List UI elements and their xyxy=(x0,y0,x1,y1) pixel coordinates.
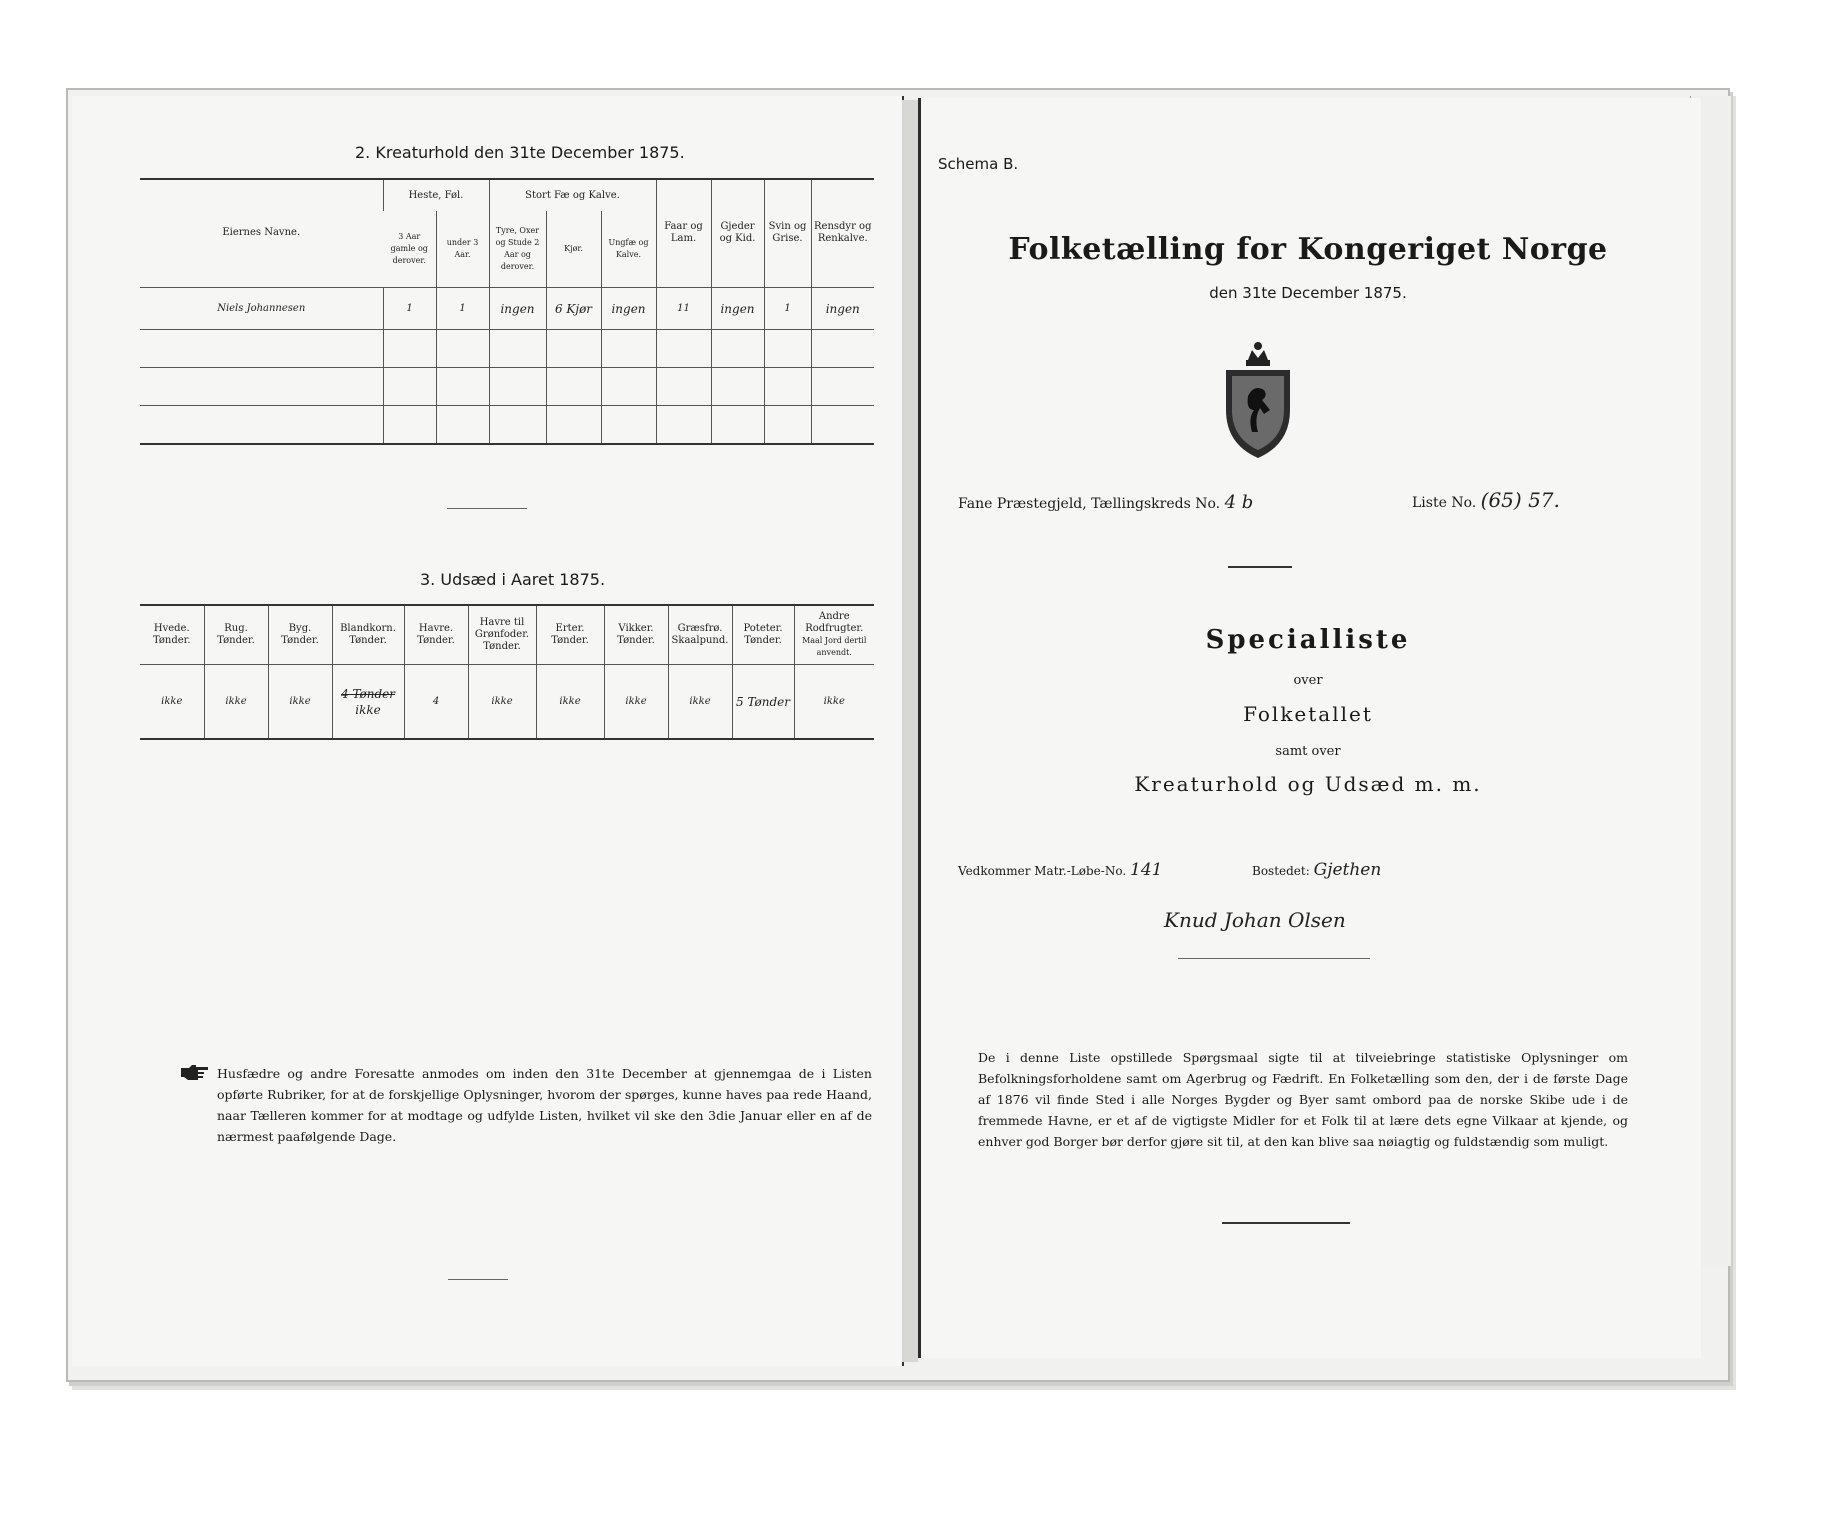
rodfrugter-cell: ikke xyxy=(794,665,874,738)
matr-value: 141 xyxy=(1130,860,1163,880)
stort-c-cell: ingen xyxy=(601,287,656,330)
col-stort-header: Stort Fæ og Kalve. xyxy=(489,180,656,211)
vikker-cell: ikke xyxy=(604,665,668,738)
rug-cell: ikke xyxy=(204,665,268,738)
instructions-notice: Husfædre og andre Foresatte anmodes om inden den 31te December at gjennemgaa de i Listen opførte Rubriker, for at de forskjellige Oplysninger, hvorom der spørges, kunne haves paa rede Haand, naar Tælleren kommer for at modtage og udfylde Listen, hvilket vil ske den 3die Januar eller en af de nærmest paafølgende Dage. xyxy=(217,1066,872,1144)
col-heste-a: 3 Aar gamle og derover. xyxy=(383,211,436,287)
divider xyxy=(447,508,527,509)
footer-explanation: De i denne Liste opstillede Spørgsmaal sigte til at tilveiebringe statistiske Oplysninger om Befolkningsforholdene samt om Agerbrug og Fædrift. En Folketælling som den, der i de første Dage af 1876 vil finde Sted i alle Norges Bygder og Byer samt ombord paa de norske Skibe ude i de fremmede Havne, er et af de vigtigste Midler for et Folk til at lære dets egne Vilkaar at kjende, og enhver god Borger bør derfor gjøre sit til, at den kan blive saa nøiagtig og fuldstændig som muligt. xyxy=(978,1050,1628,1149)
col-hvede: Hvede. Tønder. xyxy=(152,623,191,647)
heste-a-cell: 1 xyxy=(383,287,436,330)
poteter-cell: 5 Tønder xyxy=(732,665,794,738)
prestegjeld-label: Fane Præstegjeld, xyxy=(958,496,1087,512)
livestock-table xyxy=(140,180,874,444)
census-title: Folketælling for Kongeriget Norge xyxy=(1008,232,1608,267)
col-rodfrugter: Andre Rodfrugter. Maal Jord dertil anvendt. xyxy=(794,606,874,665)
col-stort-b: Kjør. xyxy=(546,211,601,287)
havre-gronfoder-cell: ikke xyxy=(468,665,536,738)
faar-cell: 11 xyxy=(656,287,711,330)
specialliste-heading: Specialliste xyxy=(1205,625,1411,655)
col-havre: Havre. Tønder. xyxy=(404,606,468,665)
section-3-title: 3. Udsæd i Aaret 1875. xyxy=(420,570,606,589)
col-havre-gronfoder: Havre til Grønfoder. Tønder. xyxy=(468,606,536,665)
owner-cell: Niels Johannesen xyxy=(140,287,383,330)
col-heste-header: Heste, Føl. xyxy=(383,180,489,211)
col-stort-c: Ungfæ og Kalve. xyxy=(601,211,656,287)
matr-label: Vedkommer Matr.-Løbe-No. xyxy=(958,864,1127,878)
col-vikker: Vikker. Tønder. xyxy=(604,606,668,665)
col-byg: Byg. Tønder. xyxy=(268,606,332,665)
divider xyxy=(1228,566,1292,568)
col-owner-header: Eiernes Navne. xyxy=(140,180,383,287)
sowing-table xyxy=(140,606,874,738)
hvede-cell: ikke xyxy=(161,695,183,707)
liste-value: (65) 57. xyxy=(1480,488,1560,512)
divider xyxy=(448,1279,508,1280)
folketallet-heading: Folketallet xyxy=(1243,702,1373,726)
kreaturhold-heading: Kreaturhold og Udsæd m. m. xyxy=(1134,772,1482,796)
gjeder-cell: ingen xyxy=(711,287,764,330)
col-stort-a: Tyre, Oxer og Stude 2 Aar og derover. xyxy=(489,211,546,287)
erter-cell: ikke xyxy=(536,665,604,738)
pointing-hand-icon xyxy=(180,1062,210,1082)
liste-line xyxy=(1412,488,1560,512)
struck-entry: 4 Tønder xyxy=(341,686,395,701)
col-rug: Rug. Tønder. xyxy=(204,606,268,665)
stort-b-cell: 6 Kjør xyxy=(546,287,601,330)
section-2-bottom-rule xyxy=(140,443,874,445)
blandkorn-cell: 4 Tønder ikke xyxy=(332,665,404,738)
byg-cell: ikke xyxy=(268,665,332,738)
graesfro-cell: ikke xyxy=(668,665,732,738)
havre-cell: 4 xyxy=(404,665,468,738)
liste-label: Liste No. xyxy=(1412,495,1477,511)
svin-cell: 1 xyxy=(764,287,811,330)
rensdyr-cell: ingen xyxy=(811,287,874,330)
col-erter: Erter. Tønder. xyxy=(536,606,604,665)
bostedet-value: Gjethen xyxy=(1313,860,1382,880)
col-gjeder-header: Gjeder og Kid. xyxy=(711,180,764,287)
book-spine xyxy=(902,100,918,1362)
col-poteter: Poteter. Tønder. xyxy=(732,606,794,665)
heste-b-cell: 1 xyxy=(436,287,489,330)
matr-line xyxy=(958,860,1162,880)
coat-of-arms-icon xyxy=(1222,340,1294,460)
bostedet-label: Bostedet: xyxy=(1252,864,1310,878)
col-blandkorn: Blandkorn. Tønder. xyxy=(332,606,404,665)
table-row xyxy=(140,287,874,330)
col-faar-header: Faar og Lam. xyxy=(656,180,711,287)
kreds-label: Tællingskreds No. xyxy=(1091,496,1221,512)
schema-label: Schema B. xyxy=(938,155,1019,173)
col-graesfro: Græsfrø. Skaalpund. xyxy=(668,606,732,665)
section-3-bottom-rule xyxy=(140,738,874,740)
census-date: den 31te December 1875. xyxy=(1209,284,1407,302)
bostedet-line xyxy=(1252,860,1381,880)
signature-rule xyxy=(1178,958,1370,959)
signature: Knud Johan Olsen xyxy=(1164,908,1346,932)
over-label: over xyxy=(1293,673,1323,688)
col-rensdyr-header: Rensdyr og Renkalve. xyxy=(811,180,874,287)
col-heste-b: under 3 Aar. xyxy=(436,211,489,287)
table-row xyxy=(140,665,874,738)
divider xyxy=(1222,1222,1350,1224)
prestegjeld-line xyxy=(958,492,1253,513)
section-2-title: 2. Kreaturhold den 31te December 1875. xyxy=(355,143,685,162)
col-svin-header: Svin og Grise. xyxy=(764,180,811,287)
stort-a-cell: ingen xyxy=(489,287,546,330)
kreds-value: 4 b xyxy=(1224,492,1254,513)
samt-over-label: samt over xyxy=(1275,744,1341,759)
